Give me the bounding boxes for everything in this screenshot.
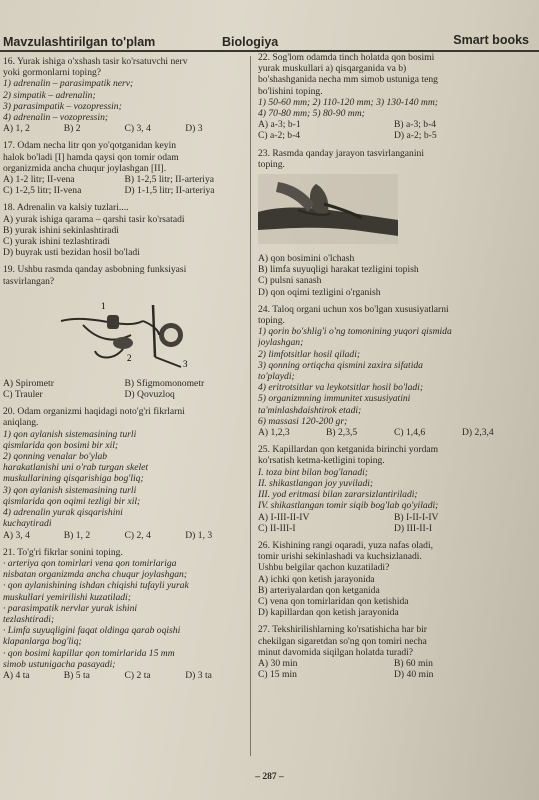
question-text-line: D) buyrak usti bezidan hosil bo'ladi <box>3 247 140 259</box>
question-text-line: 26. Kishining rangi oqaradi, yuza nafas oladi, <box>258 539 434 551</box>
question-text-line: · qon aylanishining ishdan chiqishi tufayli yurak <box>3 580 189 592</box>
header-subject: Biologiya <box>222 35 279 49</box>
answer-options <box>3 530 246 541</box>
question-text-line: qismlarida qon oqimi tezligi bir xil; <box>3 495 141 507</box>
question-right-2 <box>258 304 530 438</box>
answer-option: A) 1, 2 <box>3 123 30 135</box>
question-left-2 <box>3 202 246 258</box>
question-text-line: 2) simpatik – adrenalin; <box>3 89 96 101</box>
sphygmomanometer-figure <box>53 291 203 369</box>
answer-option: B) 5 ta <box>63 669 90 681</box>
answer-option: C) pulsni sanash <box>258 275 322 287</box>
answer-option: D) 40 min <box>394 669 434 681</box>
answer-option: A) 1,2,3 <box>258 427 290 439</box>
question-text-line: 4) adrenalin yurak qisqarishini <box>3 507 123 519</box>
question-text-line: 1) qon aylanish sistemasining turli <box>3 428 137 440</box>
question-text-line: 3) qon aylanish sistemasining turli <box>3 484 137 496</box>
question-text-line: 4) eritrotsitlar va leykotsitlar hosil bo'ladi; <box>258 382 424 394</box>
answer-option: A) 3, 4 <box>3 529 30 541</box>
question-text-line: 4) 70-80 mm; 5) 80-90 mm; <box>258 108 365 120</box>
question-text-line: 5) organizmning immunitet xususiyatini <box>258 393 411 405</box>
answer-options <box>258 512 530 534</box>
answer-option: D) 1-1,5 litr; II-arteriya <box>124 185 215 197</box>
question-text-line: · qon bosimi kapillar qon tomirlarida 15 mm <box>3 647 175 659</box>
question-text-line: aniqlang. <box>3 417 39 429</box>
question-text-line: 16. Yurak ishiga o'xshash tasir ko'rsatuvchi nerv <box>3 56 188 67</box>
question-text-line: nisbatan organizmda ancha chuqur joylashgan; <box>3 569 188 581</box>
question-text-line: D) kapillardan qon ketish jarayonida <box>258 607 399 619</box>
answer-option: D) 3 <box>185 123 203 135</box>
question-text-line: B) yurak ishini sekinlashtiradi <box>3 224 119 236</box>
figure-label-1: 1 <box>101 300 106 311</box>
answer-option: B) a-3; b-4 <box>394 119 437 131</box>
question-text-line: tezlashtiradi; <box>3 613 55 625</box>
answer-option: B) 2 <box>63 123 81 135</box>
question-text-line: III. yod eritmasi bilan zararsizlantiriladi; <box>258 489 418 501</box>
answer-option: C) 15 min <box>258 669 297 681</box>
answer-option: C) 3, 4 <box>124 123 151 135</box>
question-text-line: yoki gormonlarni toping? <box>3 67 102 79</box>
question-text-line: muskullari yemirilishi kuzatiladi; <box>3 591 131 603</box>
question-text-line: 6) massasi 120-200 gr; <box>258 415 348 427</box>
question-text-line: · arteriya qon tomirlari vena qon tomirlariga <box>3 557 177 569</box>
answer-option: A) a-3; b-1 <box>258 119 301 131</box>
answer-option: A) qon bosimini o'lchash <box>258 253 355 265</box>
question-text-line: 19. Ushbu rasmda qanday asbobning funksiyasi <box>3 264 187 276</box>
question-text-line: 25. Kapillardan qon ketganida birinchi yordam <box>258 444 439 456</box>
question-text-line: harakatlanishi uni o'rab turgan skelet <box>3 462 149 474</box>
question-text-line: 18. Adrenalin va kalsiy tuzlari.... <box>3 202 129 214</box>
question-text-line: bo'lishini toping. <box>258 85 323 97</box>
question-text-line: simob ustunigacha pasayadi; <box>3 658 116 670</box>
question-text-line: B) arteriyalardan qon ketganida <box>258 584 380 596</box>
question-text-line: ko'rsatish ketma-ketligini toping. <box>258 455 385 467</box>
answer-option: D) III-II-I <box>394 522 433 534</box>
question-text-line: C) vena qon tomirlaridan qon ketishida <box>258 595 409 607</box>
question-text-line: 17. Odam necha litr qon yo'qotganidan keyin <box>3 140 177 152</box>
page-number: – 287 – <box>255 772 284 782</box>
question-text-line: toping. <box>258 315 285 327</box>
right-column <box>258 52 530 686</box>
answer-option: D) 3 ta <box>185 669 212 681</box>
question-text-line: A) yurak ishiga qarama – qarshi tasir ko'rsatadi <box>3 213 185 225</box>
question-right-5 <box>258 624 530 680</box>
question-text-line: ta'minlashdaishtirok etadi; <box>258 404 362 416</box>
question-text-line: C) yurak ishini tezlashtiradi <box>3 236 110 248</box>
answer-option: C) 2, 4 <box>124 529 151 541</box>
answer-options <box>258 119 530 141</box>
question-text-line: 2) qonning venalar bo'ylab <box>3 451 108 463</box>
question-text-line: II. shikastlangan joy yuviladi; <box>258 477 374 489</box>
question-text-line: bo'shashganida necha mm simob ustuniga teng <box>258 74 438 86</box>
question-left-4 <box>3 406 246 540</box>
answer-option: C) a-2; b-4 <box>258 130 301 142</box>
answer-option: D) 2,3,4 <box>462 427 494 439</box>
answer-options <box>3 174 246 196</box>
question-right-3 <box>258 444 530 534</box>
question-text-line: toping. <box>258 158 285 170</box>
answer-option: C) Trauler <box>3 389 43 401</box>
page-header <box>0 32 539 52</box>
question-text-line: · parasimpatik nervlar yurak ishini <box>3 602 138 614</box>
question-text-line: chekilgan sigaretdan so'ng qon tomiri necha <box>258 635 427 647</box>
question-text-line: 3) qonning ortiqcha qismini zaxira sifatida <box>258 359 423 371</box>
answer-options <box>258 427 530 438</box>
answer-option: A) 1-2 litr; II-vena <box>3 174 75 186</box>
header-publisher: Smart books <box>453 33 529 47</box>
answer-option: B) 2,3,5 <box>326 427 358 439</box>
question-text-line: I. toza bint bilan bog'lanadi; <box>258 466 368 478</box>
answer-option: B) 60 min <box>394 657 433 669</box>
answer-option: A) I-III-II-IV <box>258 511 310 523</box>
answer-option: D) 1, 3 <box>185 529 213 541</box>
question-text-line: kuchaytiradi <box>3 518 52 530</box>
question-text-line: 1) qorin bo'shlig'i o'ng tomonining yuqori qismida <box>258 326 452 338</box>
question-text-line: muskullarining qisqarishiga bog'liq; <box>3 473 144 485</box>
answer-option: C) 2 ta <box>124 669 151 681</box>
question-left-0 <box>3 56 246 134</box>
answer-option: B) I-II-I-IV <box>394 511 439 523</box>
question-text-line: tasvirlangan? <box>3 275 55 287</box>
question-text-line: 27. Tekshirilishlarning ko'rsatishicha har bir <box>258 624 428 636</box>
question-text-line: 24. Taloq organi uchun xos bo'lgan xususiyatlarni <box>258 303 449 315</box>
question-text-line: qismlarida qon bosimi bir xil; <box>3 439 119 451</box>
question-text-line: 1) adrenalin – parasimpatik nerv; <box>3 78 134 90</box>
question-left-5 <box>3 547 246 681</box>
figure-label-2: 2 <box>127 352 132 363</box>
question-text-line: 21. To'g'ri fikrlar sonini toping. <box>3 546 123 558</box>
question-text-line: 20. Odam organizmi haqidagi noto'g'ri fikrlarni <box>3 406 185 418</box>
answer-option: B) 1-2,5 litr; II-arteriya <box>124 174 215 186</box>
question-text-line: Ushbu belgilar qachon kuzatiladi? <box>258 562 390 574</box>
question-text-line: klapanlarga bog'liq; <box>3 636 82 648</box>
question-text-line: 3) parasimpatik – vozopressin; <box>3 100 122 112</box>
question-text-line: 2) limfotsitlar hosil qiladi; <box>258 348 361 360</box>
answer-option: D) qon oqimi tezligini o'rganish <box>258 286 381 298</box>
answer-option: D) a-2; b-5 <box>394 130 437 142</box>
answer-option: B) 1, 2 <box>63 529 91 541</box>
question-text-line: organizmida ancha chuqur joylashgan [II]. <box>3 162 167 174</box>
question-text-line: 23. Rasmda qanday jarayon tasvirlanganini <box>258 147 424 159</box>
question-text-line: 22. Sog'lom odamda tinch holatda qon bosimi <box>258 52 435 63</box>
figure-wrapper <box>258 174 530 249</box>
question-text-line: joylashgan; <box>258 337 304 349</box>
answer-options <box>3 670 246 681</box>
question-text-line: minut davomida siqilgan holatda turadi? <box>258 646 414 658</box>
column-divider <box>250 56 251 756</box>
question-text-line: · Limfa suyuqligini faqat oldinga qarab oqishi <box>3 625 181 637</box>
figure-label-3: 3 <box>183 358 188 369</box>
question-text-line: tomir urishi sekinlashadi va kuchsizlanadi. <box>258 551 422 563</box>
question-text-line: yurak muskullari a) qisqarganida va b) <box>258 63 407 75</box>
question-text-line: to'playdi; <box>258 371 295 383</box>
pulse-taking-figure <box>258 174 398 244</box>
answer-option: A) 30 min <box>258 657 298 669</box>
question-right-0 <box>258 52 530 142</box>
question-text-line: A) ichki qon ketish jarayonida <box>258 573 375 585</box>
answer-option: C) 1,4,6 <box>394 427 426 439</box>
answer-options <box>3 123 246 134</box>
question-right-4 <box>258 540 530 618</box>
question-text-line: 1) 50-60 mm; 2) 110-120 mm; 3) 130-140 mm; <box>258 96 438 108</box>
question-text-line: IV. shikastlangan tomir siqib bog'lab qo'yiladi; <box>258 500 439 512</box>
answer-option: A) Spirometr <box>3 377 54 389</box>
header-collection-title: Mavzulashtirilgan to'plam <box>3 35 156 49</box>
answer-options <box>258 658 530 680</box>
question-left-1 <box>3 140 246 196</box>
answer-option: C) II-III-I <box>258 522 296 534</box>
answer-option: B) limfa suyuqligi harakat tezligini topish <box>258 264 419 276</box>
answer-option: B) Sfigmomonometr <box>124 377 205 389</box>
answer-option: D) Qovuzloq <box>124 389 175 401</box>
answer-options <box>3 378 246 400</box>
question-text-line: halok bo'ladi [I] hamda qaysi qon tomir odam <box>3 151 179 163</box>
question-text-line: 4) adrenalin – vozopressin; <box>3 112 109 124</box>
figure-wrapper <box>53 291 246 374</box>
answer-option: A) 4 ta <box>3 669 30 681</box>
question-right-1 <box>258 148 530 298</box>
answer-option: C) 1-2,5 litr; II-vena <box>3 185 82 197</box>
question-left-3 <box>3 264 246 400</box>
left-column <box>3 56 246 687</box>
